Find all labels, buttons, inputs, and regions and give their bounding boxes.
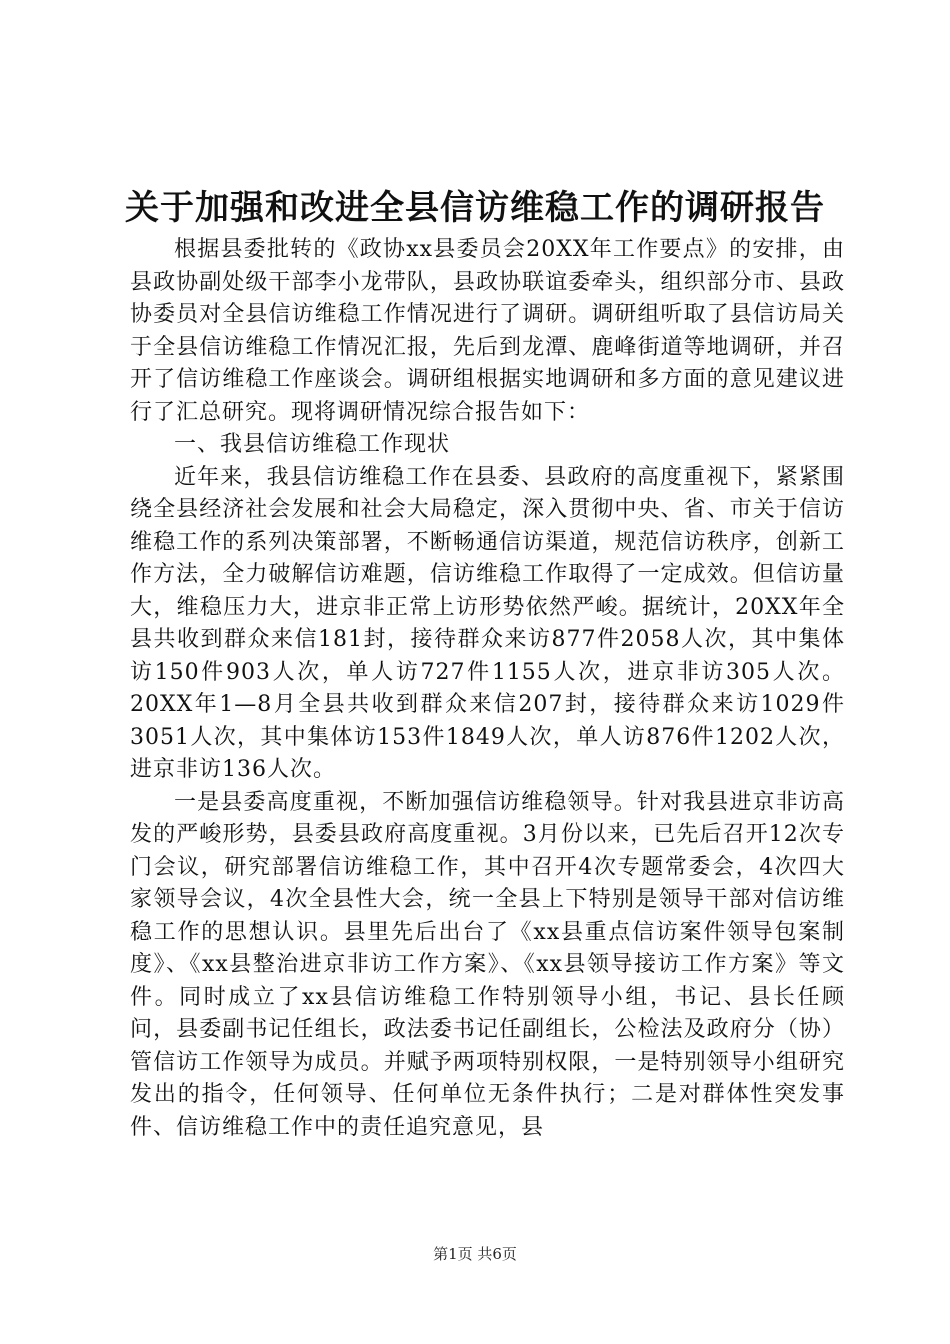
paragraph-intro: 根据县委批转的《政协xx县委员会20XX年工作要点》的安排，由县政协副处级干部李小龙带队，县政协联谊委牵头，组织部分市、县政协委员对全县信访维稳工作情况进行了调研。调研组听取了县信访局关于全县信访维稳工作情况汇报，先后到龙潭、鹿峰街道等地调研，并召开了信访维稳工作座谈会。调研组根据实地调研和多方面的意见建议进行了汇总研究。现将调研情况综合报告如下： xyxy=(130,237,845,425)
page-footer: 第1页 共6页 xyxy=(433,1245,517,1263)
document-body xyxy=(130,234,845,1144)
document-title: 关于加强和改进全县信访维稳工作的调研报告 xyxy=(125,188,825,228)
paragraph-status: 近年来，我县信访维稳工作在县委、县政府的高度重视下，紧紧围绕全县经济社会发展和社会大局稳定，深入贯彻中央、省、市关于信访维稳工作的系列决策部署，不断畅通信访渠道，规范信访秩序，创新工作方法，全力破解信访难题，信访维稳工作取得了一定成效。但信访量大，维稳压力大，进京非正常上访形势依然严峻。据统计，20XX年全县共收到群众来信181封，接待群众来访877件2058人次，其中集体访150件903人次，单人访727件1155人次，进京非访305人次。20XX年1—8月全县共收到群众来信207封，接待群众来访1029件3051人次，其中集体访153件1849人次，单人访876件1202人次，进京非访136人次。 xyxy=(130,464,845,782)
paragraph-leadership: 一是县委高度重视，不断加强信访维稳领导。针对我县进京非访高发的严峻形势，县委县政府高度重视。3月份以来，已先后召开12次专门会议，研究部署信访维稳工作，其中召开4次专题常委会，4次四大家领导会议，4次全县性大会，统一全县上下特别是领导干部对信访维稳工作的思想认识。县里先后出台了《xx县重点信访案件领导包案制度》、《xx县整治进京非访工作方案》、《xx县领导接访工作方案》等文件。同时成立了xx县信访维稳工作特别领导小组，书记、县长任顾问，县委副书记任组长，政法委书记任副组长，公检法及政府分（协）管信访工作领导为成员。并赋予两项特别权限，一是特别领导小组研究发出的指令，任何领导、任何单位无条件执行；二是对群体性突发事件、信访维稳工作中的责任追究意见，县 xyxy=(130,789,845,1140)
section-heading: 一、我县信访维稳工作现状 xyxy=(174,432,451,457)
